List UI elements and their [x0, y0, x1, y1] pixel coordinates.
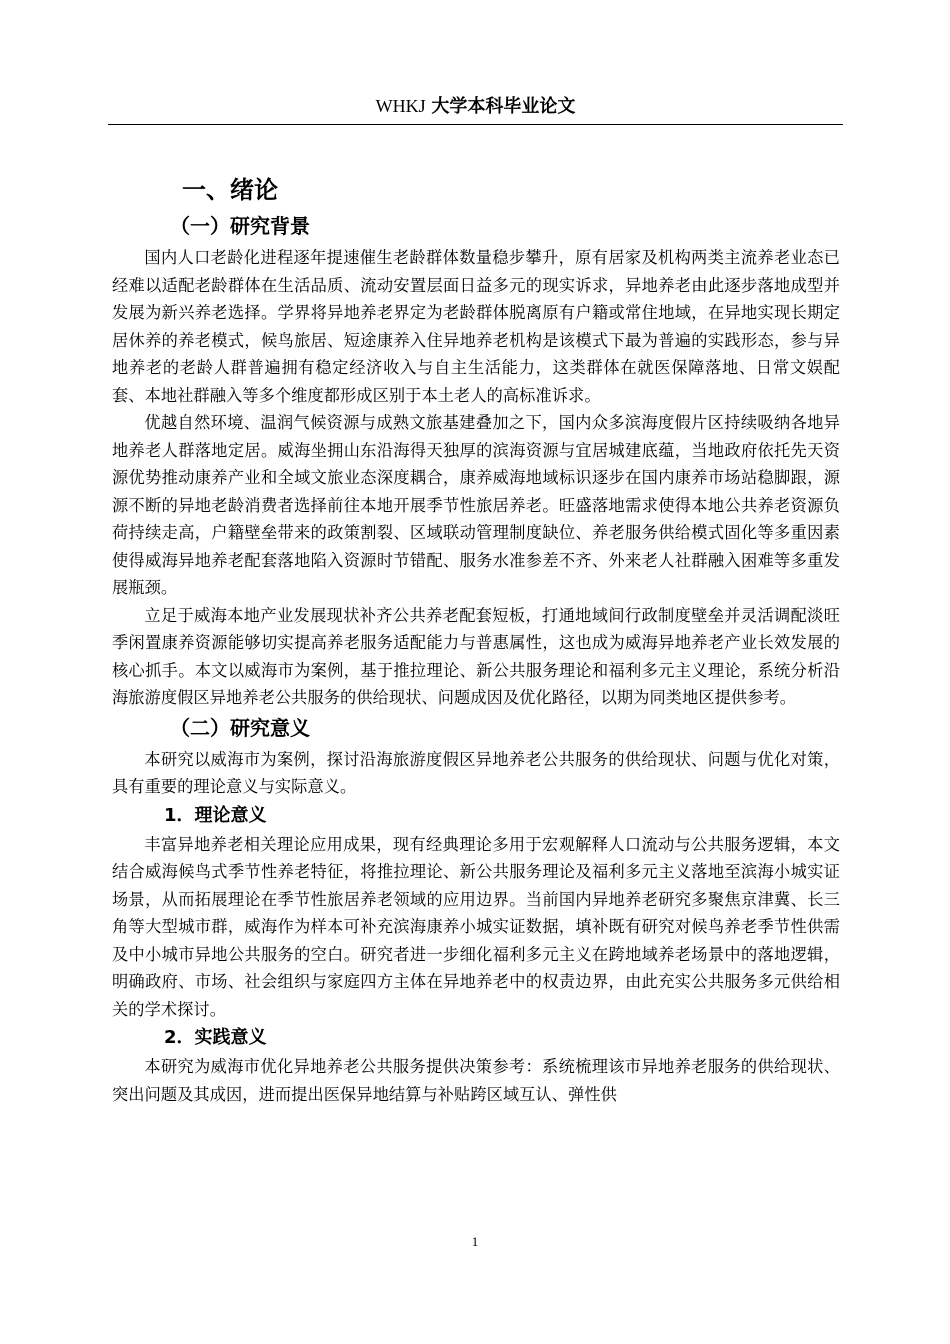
- subsection-title-practical: 2．实践意义: [164, 1027, 267, 1048]
- header-title: 大学本科毕业论文: [431, 96, 576, 117]
- header-latin: WHKJ: [375, 96, 426, 116]
- subsection-title-theoretical: 1．理论意义: [164, 804, 267, 826]
- chapter-title: 一、绪论: [182, 176, 278, 204]
- page-header: [108, 92, 843, 121]
- paragraph: 优越自然环境、温润气候资源与成熟文旅基建叠加之下，国内众多滨海度假片区持续吸纳各地异地养老人群落地定居。威海坐拥山东沿海得天独厚的滨海资源与宜居城建底蕴，当地政府依托先天资源优势推动康养产业和全域文旅业态深度耦合，康养威海地域标识逐步在国内康养市场站稳脚跟，源源不断的异地老龄消费者选择前往本地开展季节性旅居养老。旺盛落地需求使得本地公共养老资源负荷持续走高，户籍壁垒带来的政策割裂、区域联动管理制度缺位、养老服务供给模式固化等多重因素使得威海异地养老配套落地陷入资源时节错配、服务水准参差不齐、外来老人社群融入困难等多重发展瓶颈。: [112, 413, 840, 597]
- document-body: [112, 170, 840, 1108]
- section-title-significance: （二）研究意义: [170, 715, 310, 740]
- page-number: 1: [471, 1234, 479, 1249]
- paragraph: 本研究以威海市为案例，探讨沿海旅游度假区异地养老公共服务的供给现状、问题与优化对策，具有重要的理论意义与实际意义。: [112, 749, 840, 796]
- paragraph: 本研究为威海市优化异地养老公共服务提供决策参考：系统梳理该市异地养老服务的供给现状、突出问题及其成因，进而提出医保异地结算与补贴跨区域互认、弹性供: [112, 1057, 840, 1104]
- header-divider: [108, 124, 843, 125]
- section-title-background: （一）研究背景: [170, 214, 310, 238]
- paragraph: 国内人口老龄化进程逐年提速催生老龄群体数量稳步攀升，原有居家及机构两类主流养老业态已经难以适配老龄群体在生活品质、流动安置层面日益多元的现实诉求，异地养老由此逐步落地成型并发展为新兴养老选择。学界将异地养老界定为老龄群体脱离原有户籍或常住地域，在异地实现长期定居休养的养老模式，候鸟旅居、短途康养入住异地养老机构是该模式下最为普遍的实践形态，参与异地养老的老龄人群普遍拥有稳定经济收入与自主生活能力，这类群体在就医保障落地、日常文娱配套、本地社群融入等多个维度都形成区别于本土老人的高标准诉求。: [112, 248, 840, 405]
- paragraph: 丰富异地养老相关理论应用成果，现有经典理论多用于宏观解释人口流动与公共服务逻辑，本文结合威海候鸟式季节性养老特征，将推拉理论、新公共服务理论及福利多元主义落地至滨海小城实证场景，从而拓展理论在季节性旅居养老领域的应用边界。当前国内异地养老研究多聚焦京津冀、长三角等大型城市群，威海作为样本可补充滨海康养小城实证数据，填补既有研究对候鸟养老季节性供需及中小城市异地公共服务的空白。研究者进一步细化福利多元主义在跨地域养老场景中的落地逻辑，明确政府、市场、社会组织与家庭四方主体在异地养老中的权责边界，由此充实公共服务多元供给相关的学术探讨。: [112, 834, 840, 1019]
- paragraph: 立足于威海本地产业发展现状补齐公共养老配套短板，打通地域间行政制度壁垒并灵活调配淡旺季闲置康养资源能够切实提高养老服务适配能力与普惠属性，这也成为威海异地养老产业长效发展的核心抓手。本文以威海市为案例，基于推拉理论、新公共服务理论和福利多元主义理论，系统分析沿海旅游度假区异地养老公共服务的供给现状、问题成因及优化路径，以期为同类地区提供参考。: [112, 605, 840, 707]
